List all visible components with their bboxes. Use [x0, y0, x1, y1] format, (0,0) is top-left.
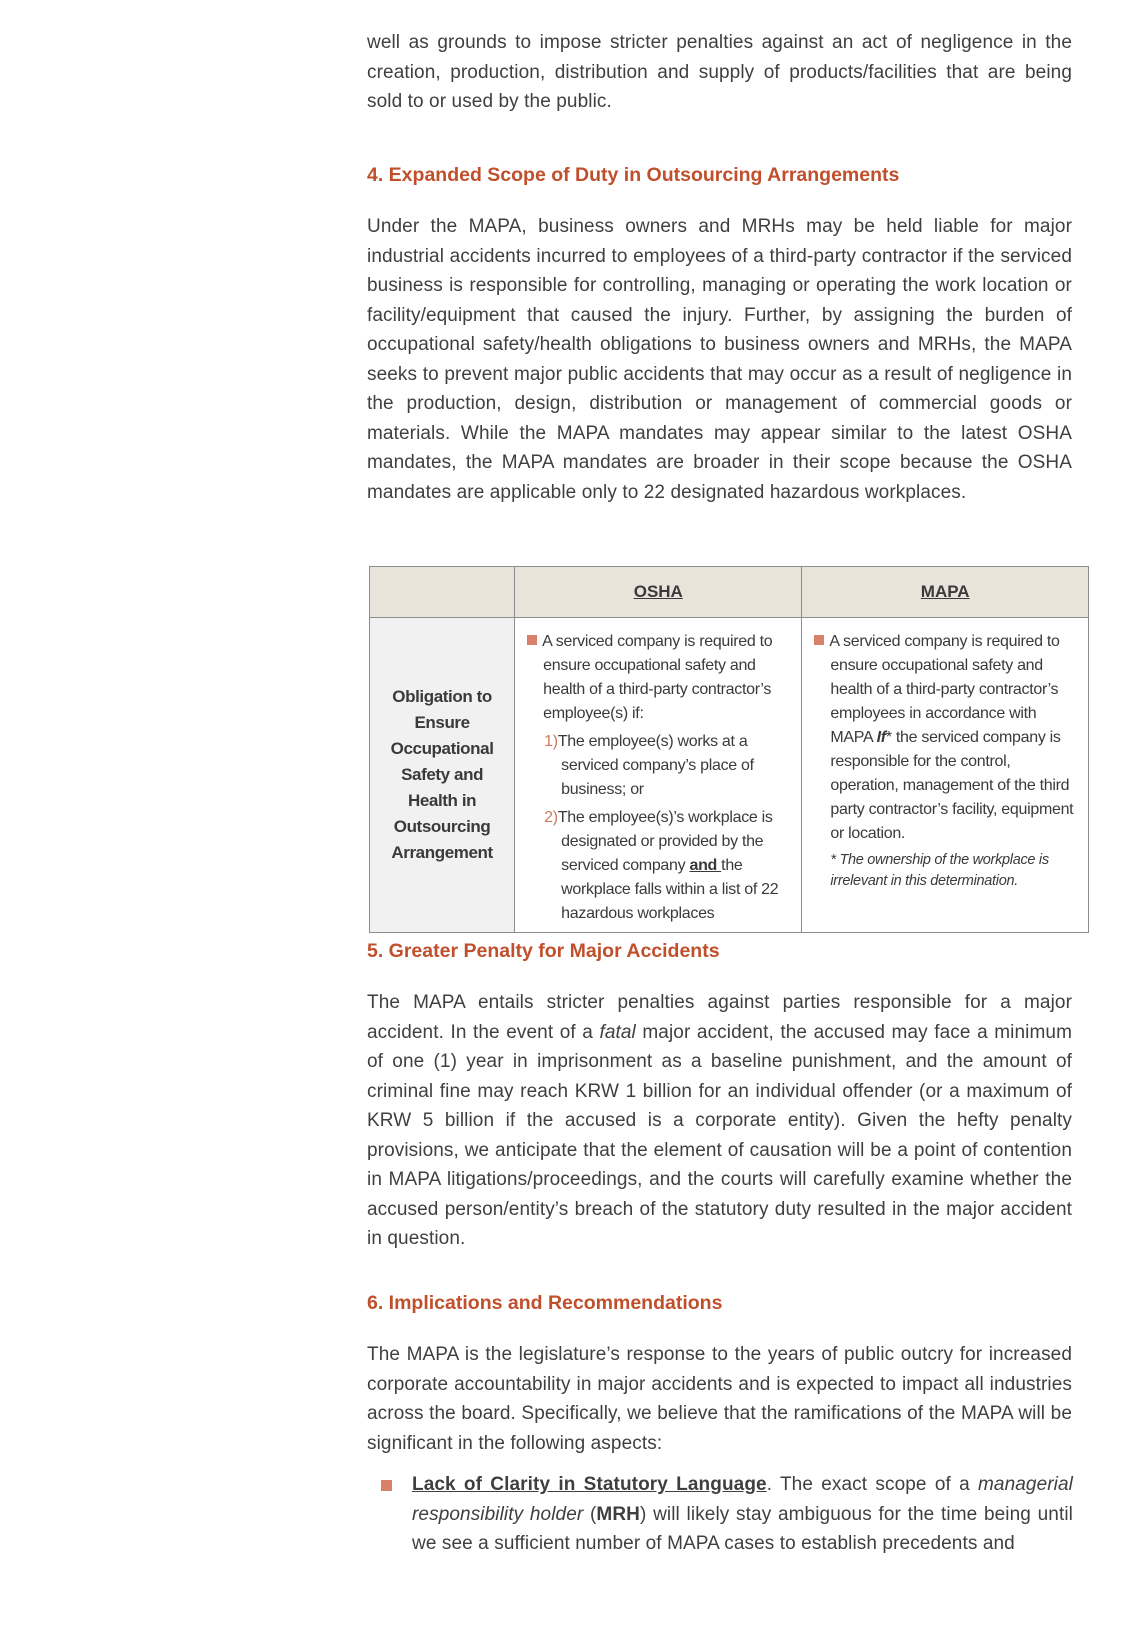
table-header-empty: [370, 567, 515, 618]
osha-cell: [515, 618, 802, 933]
bullet-title: Lack of Clarity in Statutory Language: [412, 1474, 767, 1495]
osha-lead: A serviced company is required to ensure occupational safety and health of a third-party contractor’s employee(s) if:: [527, 630, 791, 726]
section-6-heading: 6. Implications and Recommendations: [367, 1292, 723, 1314]
section-4-heading: 4. Expanded Scope of Duty in Outsourcing Arrangements: [367, 164, 900, 186]
bullet-text: Lack of Clarity in Statutory Language. The exact scope of a managerial responsibility holder (MRH) will likely stay ambiguous for the time being until we see a sufficient number of MAPA cases to establish precedents and: [412, 1474, 1073, 1554]
osha-item-1: 1)The employee(s) works at a serviced company’s place of business; or: [544, 733, 754, 798]
mapa-note: * The ownership of the workplace is irrelevant in this determination.: [830, 852, 1049, 889]
comparison-table: [369, 566, 1089, 933]
square-bullet-icon: [814, 635, 824, 645]
square-bullet-icon: [381, 1480, 392, 1491]
table-row: [370, 618, 1089, 933]
osha-item-2: 2)The employee(s)’s workplace is designated or provided by the serviced company and the workplace falls within a list of 22 hazardous workplaces: [544, 809, 779, 922]
section-5-body: The MAPA entails stricter penalties against parties responsible for a major accident. In the event of a fatal major accident, the accused may face a minimum of one (1) year in imprisonment as a baseline punishment, and the amount of criminal fine may reach KRW 1 billion for an individual offender (or a maximum of KRW 5 billion if the accused is a corporate entity). Given the hefty penalty provisions, we anticipate that the element of causation will be a point of contention in MAPA litigations/proceedings, and the courts will carefully examine whether the accused person/entity’s breach of the statutory duty resulted in the major accident in question.: [367, 992, 1072, 1249]
list-item: [381, 1470, 1073, 1559]
table-header-osha: OSHA: [515, 567, 802, 618]
table-header-mapa: MAPA: [802, 567, 1089, 618]
section-4-body: Under the MAPA, business owners and MRHs may be held liable for major industrial accidents incurred to employees of a third-party contractor if the serviced business is responsible for controlling, managing or operating the work location or facility/equipment that caused the injury. Further, by assigning the burden of occupational safety/health obligations to business owners and MRHs, the MAPA seeks to prevent major public accidents that may occur as a result of negligence in the production, design, distribution or management of commercial goods or materials. While the MAPA mandates may appear similar to the latest OSHA mandates, the MAPA mandates are broader in their scope because the OSHA mandates are applicable only to 22 designated hazardous workplaces.: [367, 216, 1072, 503]
mapa-cell: [802, 618, 1089, 933]
square-bullet-icon: [527, 635, 537, 645]
row-label: Obligation to Ensure Occupational Safety and Health in Outsourcing Arrangement: [370, 618, 515, 933]
section-5-heading: 5. Greater Penalty for Major Accidents: [367, 940, 720, 962]
table-header-row: [370, 567, 1089, 618]
mapa-lead: A serviced company is required to ensure occupational safety and health of a third-party contractor’s employees in accordance with MAPA If* the serviced company is responsible for the control, operation, management of the third party contractor’s facility, equipment or location.: [814, 630, 1078, 846]
section-6-body: The MAPA is the legislature’s response to the years of public outcry for increased corporate accountability in major accidents and is expected to impact all industries across the board. Specifically, we believe that the ramifications of the MAPA will be significant in the following aspects:: [367, 1344, 1072, 1454]
intro-paragraph: well as grounds to impose stricter penalties against an act of negligence in the creation, production, distribution and supply of products/facilities that are being sold to or used by the public.: [367, 32, 1072, 112]
